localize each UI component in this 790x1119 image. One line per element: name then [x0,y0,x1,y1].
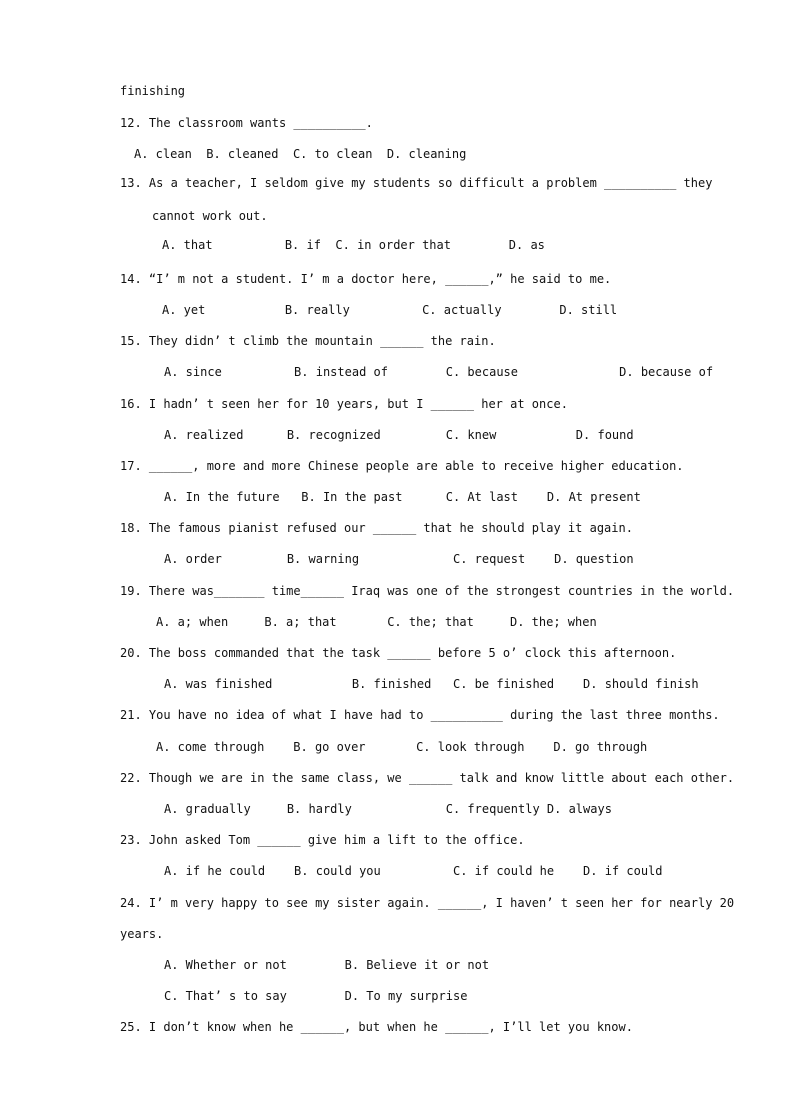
continuation-text: finishing [120,84,186,98]
question-stem: 24. I’ m very happy to see my sister again. ______, I haven’ t seen her for nearly 20 [120,896,735,910]
question-options: A. order B. warning C. request D. question [164,552,634,566]
question-options: A. In the future B. In the past C. At last D. At present [164,490,641,504]
question-stem: 15. They didn’ t climb the mountain ______ the rain. [120,334,496,348]
question-stem: 16. I hadn’ t seen her for 10 years, but I ______ her at once. [120,397,568,411]
question-options: A. if he could B. could you C. if could he D. if could [164,864,663,878]
question-stem-continued: years. [120,927,164,941]
question-stem: 17. ______, more and more Chinese people are able to receive higher education. [120,459,684,473]
question-options: A. clean B. cleaned C. to clean D. cleaning [134,147,467,161]
question-options: A. a; when B. a; that C. the; that D. the; when [156,615,597,629]
question-options: A. yet B. really C. actually D. still [162,303,618,317]
question-stem: 13. As a teacher, I seldom give my students so difficult a problem __________ they [120,176,713,190]
question-stem: 18. The famous pianist refused our ______ that he should play it again. [120,521,633,535]
question-stem-continued: cannot work out. [152,209,268,223]
question-options: A. gradually B. hardly C. frequently D. always [164,802,612,816]
question-options: A. realized B. recognized C. knew D. found [164,428,634,442]
question-stem: 21. You have no idea of what I have had to __________ during the last three months. [120,708,720,722]
question-options: A. since B. instead of C. because D. because of [164,365,714,379]
question-stem: 12. The classroom wants __________. [120,116,373,130]
question-stem: 20. The boss commanded that the task ______ before 5 o’ clock this afternoon. [120,646,677,660]
question-stem: 23. John asked Tom ______ give him a lift to the office. [120,833,525,847]
question-options: A. that B. if C. in order that D. as [162,238,545,252]
question-options: A. was finished B. finished C. be finished D. should finish [164,677,699,691]
question-options: A. Whether or not B. Believe it or not [164,958,490,972]
question-stem: 22. Though we are in the same class, we ______ talk and know little about each other. [120,771,735,785]
question-options: A. come through B. go over C. look through D. go through [156,740,648,754]
question-options: C. That’ s to say D. To my surprise [164,989,468,1003]
question-stem: 19. There was_______ time______ Iraq was one of the strongest countries in the world. [120,584,735,598]
question-stem: 14. “I’ m not a student. I’ m a doctor here, ______,” he said to me. [120,272,612,286]
question-stem: 25. I don’t know when he ______, but when he ______, I’ll let you know. [120,1020,633,1034]
